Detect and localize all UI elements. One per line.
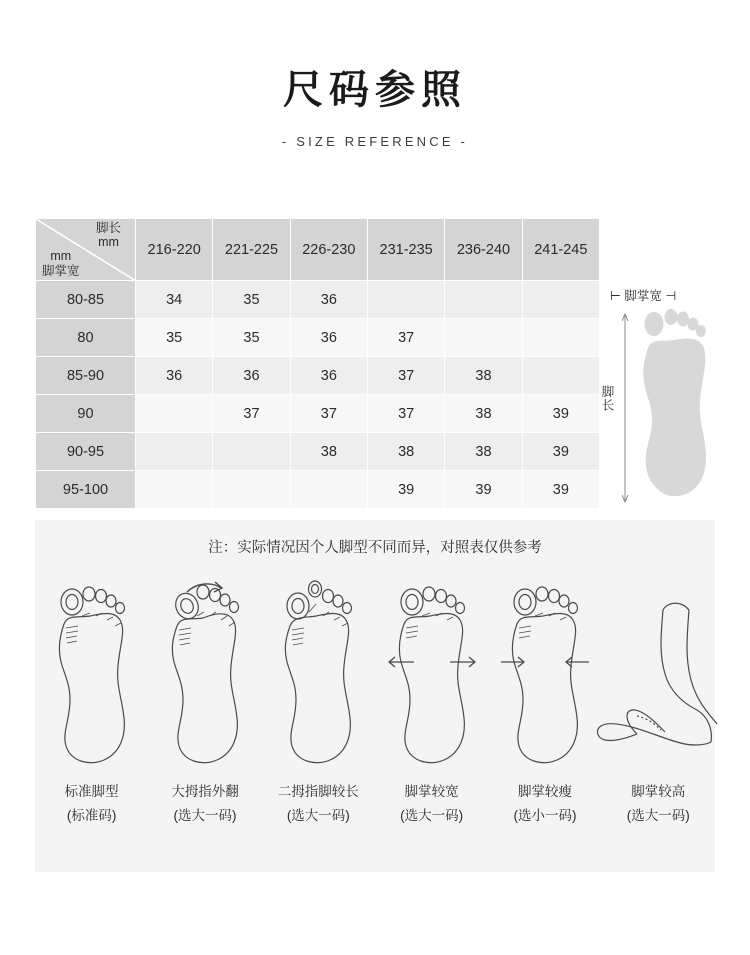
foot-type-bunion: [148, 580, 261, 780]
table-cell: [522, 319, 599, 357]
foot-type-name: 脚掌较宽: [404, 784, 459, 799]
foot-type-high-arch: [602, 580, 715, 780]
table-row: [36, 395, 600, 433]
column-header: 221-225: [213, 219, 290, 281]
foot-outline-icon: [622, 308, 714, 508]
table-cell: 39: [522, 395, 599, 433]
foot-type-advice: (选大一码): [400, 807, 464, 823]
high-arch-foot-icon: [593, 580, 723, 770]
title-block: [0, 0, 750, 149]
table-cell: 37: [213, 395, 290, 433]
table-header-row: [36, 219, 600, 281]
caption-cell: [375, 780, 488, 827]
table-cell: 39: [445, 471, 522, 509]
table-cell: 38: [290, 433, 367, 471]
caption-cell: [488, 780, 601, 827]
page-subtitle: - SIZE REFERENCE -: [281, 134, 469, 149]
table-cell: 36: [290, 281, 367, 319]
row-header: 80: [36, 319, 136, 357]
table-cell: 37: [290, 395, 367, 433]
table-cell: 39: [367, 471, 444, 509]
table-corner-cell: [36, 219, 136, 281]
foot-type-standard: [35, 580, 148, 780]
caption-cell: [602, 780, 715, 827]
table-cell: [136, 471, 213, 509]
table-cell: 38: [367, 433, 444, 471]
column-header: 236-240: [445, 219, 522, 281]
page-title: 尺码参照: [283, 68, 467, 112]
table-cell: [136, 395, 213, 433]
table-cell: 39: [522, 471, 599, 509]
bunion-foot-icon: [157, 580, 253, 770]
row-header: 85-90: [36, 357, 136, 395]
size-table: [35, 218, 600, 509]
table-cell: [136, 433, 213, 471]
column-header: 231-235: [367, 219, 444, 281]
table-cell: 38: [445, 357, 522, 395]
caption-cell: [262, 780, 375, 827]
foot-type-long-second-toe: [262, 580, 375, 780]
table-row: [36, 319, 600, 357]
foot-type-name: 二拇指脚较长: [277, 784, 359, 799]
foot-length-label: 脚长: [600, 385, 614, 412]
row-header: 80-85: [36, 281, 136, 319]
caption-cell: [148, 780, 261, 827]
table-cell: 37: [367, 357, 444, 395]
table-cell: 36: [290, 357, 367, 395]
foot-type-name: 脚掌较高: [631, 784, 686, 799]
row-header: 90-95: [36, 433, 136, 471]
row-header: 95-100: [36, 471, 136, 509]
foot-type-advice: (选大一码): [626, 807, 690, 823]
table-cell: [367, 281, 444, 319]
foot-type-advice: (标准码): [66, 807, 117, 823]
table-row: [36, 471, 600, 509]
table-cell: 39: [522, 433, 599, 471]
table-cell: [213, 433, 290, 471]
table-cell: 35: [213, 281, 290, 319]
foot-type-name: 大拇指外翻: [171, 784, 239, 799]
table-cell: 38: [445, 433, 522, 471]
table-cell: 34: [136, 281, 213, 319]
foot-type-advice: (选大一码): [173, 807, 237, 823]
foot-type-wide: [375, 580, 488, 780]
table-row: [36, 357, 600, 395]
table-cell: 36: [213, 357, 290, 395]
column-header: 241-245: [522, 219, 599, 281]
column-header: 226-230: [290, 219, 367, 281]
caption-cell: [35, 780, 148, 827]
foot-type-name: 标准脚型: [64, 784, 119, 799]
table-cell: 35: [213, 319, 290, 357]
foot-type-narrow: [488, 580, 601, 780]
standard-foot-icon: [44, 580, 140, 770]
corner-foot-width-label: mm 脚掌宽: [42, 249, 80, 278]
table-cell: 36: [290, 319, 367, 357]
wide-foot-icon: [384, 580, 480, 770]
foot-types-row: [35, 580, 715, 780]
table-row: [36, 281, 600, 319]
table-cell: 35: [136, 319, 213, 357]
table-cell: [445, 281, 522, 319]
row-header: 90: [36, 395, 136, 433]
foot-type-advice: (选小一码): [513, 807, 577, 823]
foot-type-name: 脚掌较瘦: [517, 784, 572, 799]
foot-type-advice: (选大一码): [286, 807, 350, 823]
table-cell: [213, 471, 290, 509]
table-cell: [445, 319, 522, 357]
table-cell: 37: [367, 319, 444, 357]
table-cell: [522, 357, 599, 395]
note-band: [35, 520, 715, 572]
foot-types-band: [35, 572, 715, 872]
long-second-toe-icon: [270, 580, 366, 770]
table-cell: [290, 471, 367, 509]
foot-width-label: ⊢ 脚掌宽 ⊣: [610, 289, 677, 303]
table-row: [36, 433, 600, 471]
table-cell: 38: [445, 395, 522, 433]
table-cell: 36: [136, 357, 213, 395]
corner-foot-length-label: 脚长 mm: [95, 221, 121, 250]
narrow-foot-icon: [497, 580, 593, 770]
measurement-diagram: [600, 280, 715, 520]
table-cell: [522, 281, 599, 319]
table-cell: 37: [367, 395, 444, 433]
note-text: 注：实际情况因个人脚型不同而异，对照表仅供参考: [208, 539, 542, 556]
column-header: 216-220: [136, 219, 213, 281]
foot-types-captions: [35, 780, 715, 827]
